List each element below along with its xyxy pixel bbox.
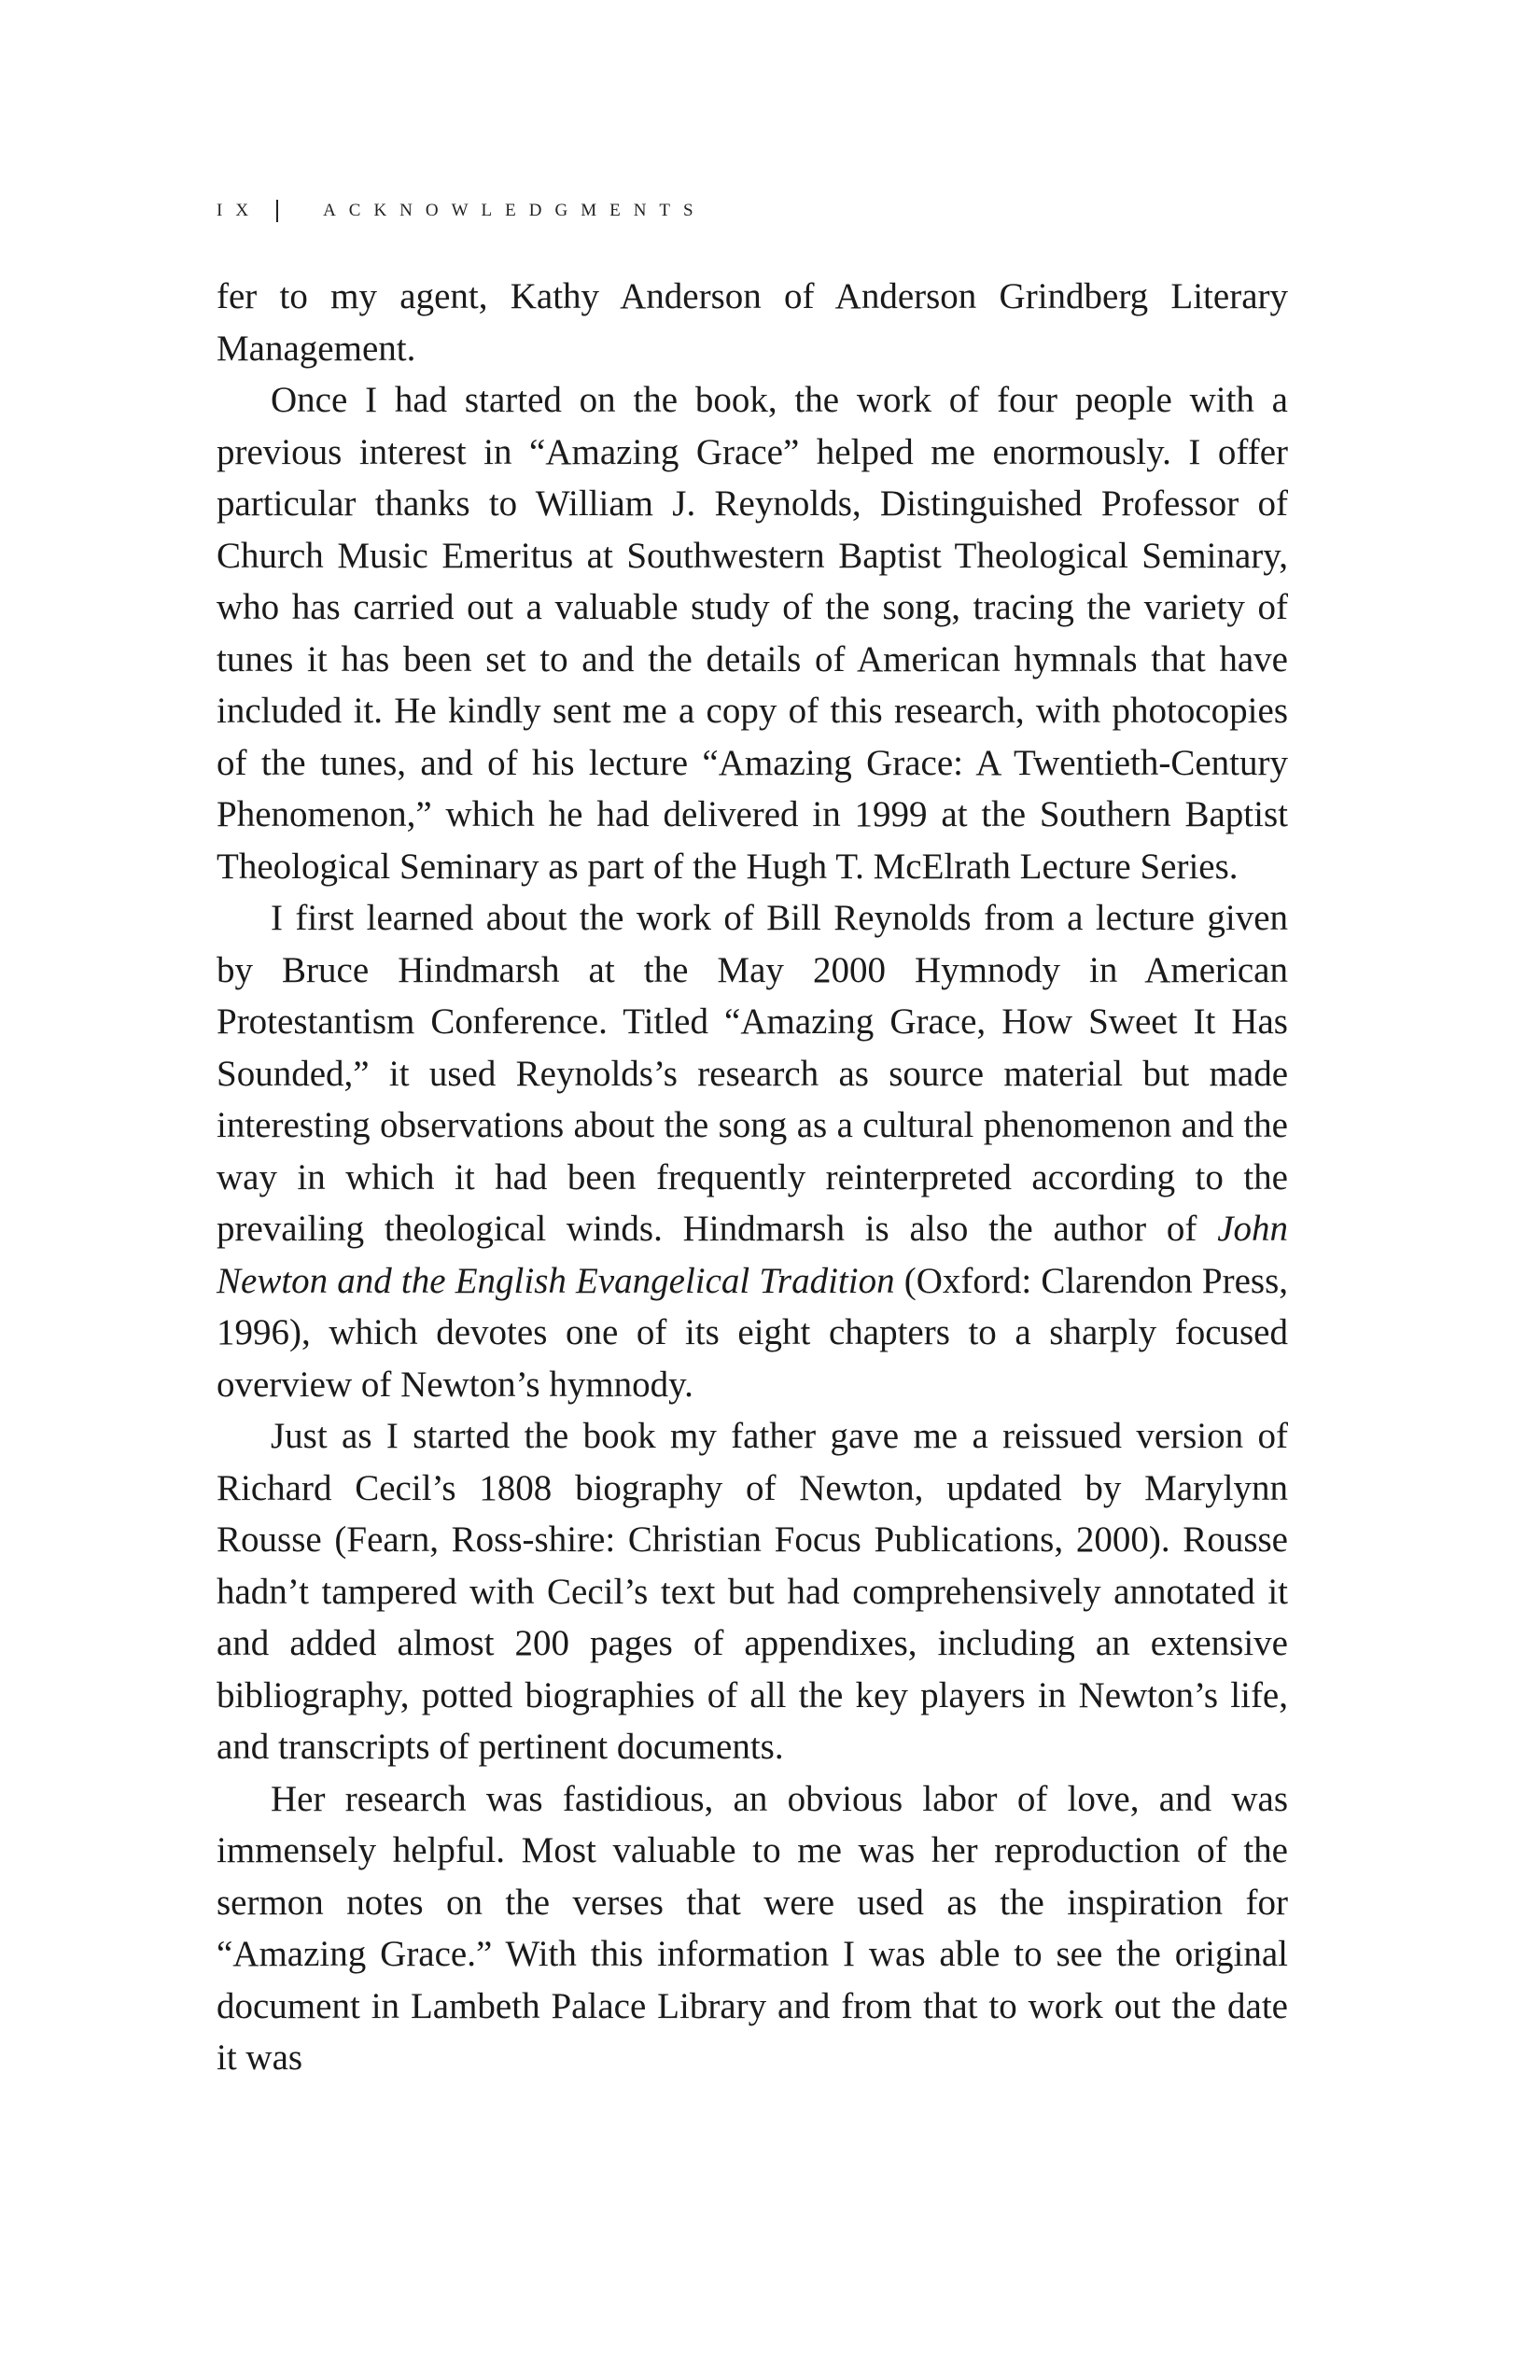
paragraph-3 (217, 892, 1288, 1410)
paragraph-4: Just as I started the book my father gave me a reissued version of Richard Cecil’s 1808 biography of Newton, updated by Marylynn Rousse (Fearn, Ross-shire: Christian Focus Publications, 2000). Rousse hadn’t tampered with Cecil’s text but had comprehensively annotated it and added almost 200 pages of appendixes, including an extensive bibliography, potted biographies of all the key players in Newton’s life, and transcripts of pertinent documents. (217, 1416, 1288, 1767)
section-title: ACKNOWLEDGMENTS (323, 201, 707, 220)
paragraph-5: Her research was fastidious, an obvious labor of love, and was immensely helpful. Most valuable to me was her reproduction of the sermon notes on the verses that were used as the inspiration for “Amazing Grace.” With this information I was able to see the original document in Lambeth Palace Library and from that to work out the date it was (217, 1778, 1288, 2078)
paragraph-3-text-b: (Oxford: Clarendon Press, 1996), which devotes one of its eight chapters to a sharply focused overview of Newton’s hymnody. (217, 1260, 1288, 1405)
paragraph-3-text-a: I first learned about the work of Bill Reynolds from a lecture given by Bruce Hindmarsh at the May 2000 Hymnody in American Protestantism Conference. Titled “Amazing Grace, How Sweet It Has Sounded,” it used Reynolds’s research as source material but made interesting observations about the song as a cultural phenomenon and the way in which it had been frequently reinterpreted according to the prevailing theological winds. Hindmarsh is also the author of (217, 898, 1288, 1249)
header-divider (276, 200, 278, 222)
book-title-italic: John Newton and the English Evangelical Tradition (217, 1209, 1288, 1301)
body-text (217, 271, 1288, 2084)
running-header (217, 200, 707, 222)
paragraph-2: Once I had started on the book, the work of four people with a previous interest in “Amazing Grace” helped me enormously. I offer particular thanks to William J. Reynolds, Distinguished Professor of Church Music Emeritus at Southwestern Baptist Theological Seminary, who has carried out a valuable study of the song, tracing the variety of tunes it has been set to and the details of American hymnals that have included it. He kindly sent me a copy of this research, with photocopies of the tunes, and of his lecture “Amazing Grace: A Twentieth-Century Phenomenon,” which he had delivered in 1999 at the Southern Baptist Theological Seminary as part of the Hugh T. McElrath Lecture Series. (217, 380, 1288, 887)
page-number: IX (217, 201, 262, 220)
paragraph-1: fer to my agent, Kathy Anderson of Anderson Grindberg Literary Management. (217, 276, 1288, 369)
